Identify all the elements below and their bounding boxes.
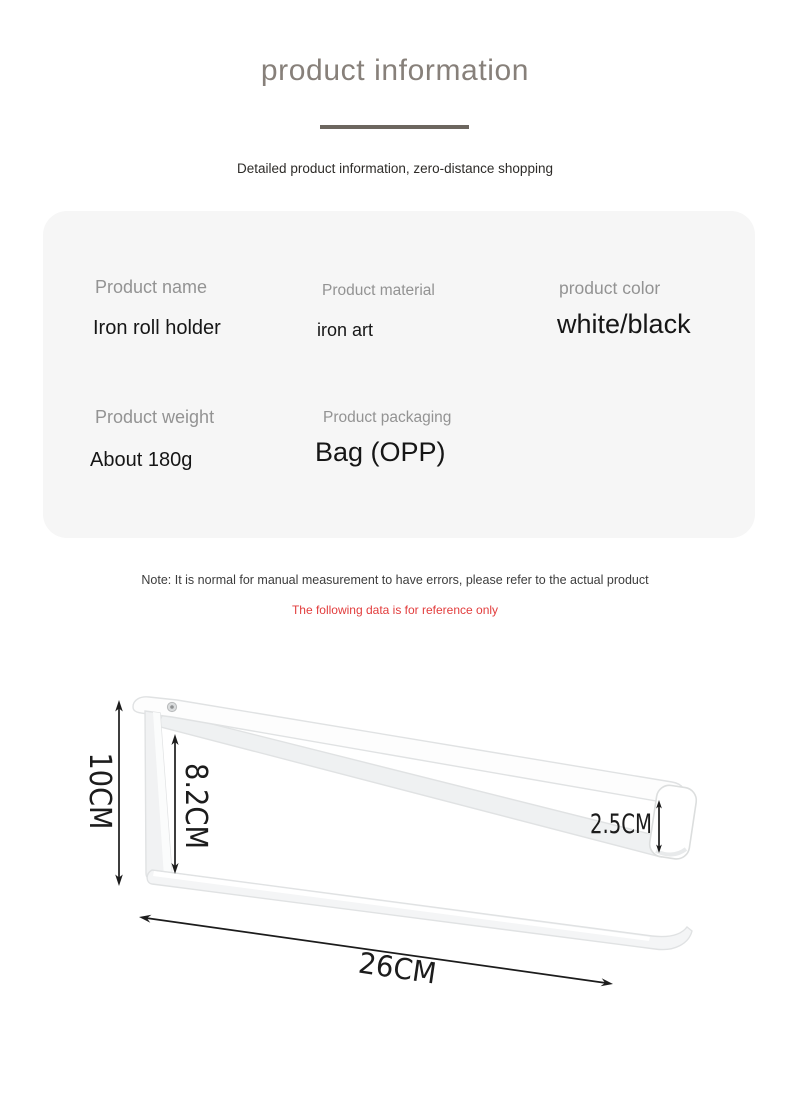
spec-label-product-packaging: Product packaging [323, 409, 452, 426]
spec-value-product-packaging: Bag (OPP) [315, 437, 446, 467]
title-divider [320, 125, 469, 129]
dim-label-length: 26CM [356, 945, 443, 992]
dim-label-inner-height: 8.2CM [178, 763, 213, 858]
dim-label-overall-height: 10CM [82, 752, 117, 838]
spec-value-product-name: Iron roll holder [93, 317, 221, 339]
dim-label-end-height: 2.5CM [590, 809, 652, 840]
spec-card [43, 211, 755, 538]
spec-value-product-weight: About 180g [90, 449, 193, 471]
page-subtitle: Detailed product information, zero-distance shopping [237, 161, 553, 176]
product-bottom-bar-highlight [153, 871, 650, 941]
spec-value-product-color: white/black [557, 309, 691, 339]
page-title: product information [260, 54, 530, 87]
spec-label-product-weight: Product weight [95, 407, 215, 427]
spec-value-product-material: iron art [317, 320, 374, 340]
screw-hole-center-icon [170, 705, 174, 709]
spec-label-product-color: product color [559, 278, 661, 298]
spec-label-product-name: Product name [95, 277, 208, 297]
dimension-diagram [0, 655, 790, 1035]
spec-label-product-material: Product material [322, 282, 435, 299]
measurement-note: Note: It is normal for manual measurement to have errors, please refer to the actual product [141, 573, 649, 587]
reference-disclaimer: The following data is for reference only [291, 603, 499, 617]
dim-arrow-inner-height [171, 734, 178, 874]
dimension-diagram-svg [0, 655, 790, 1035]
